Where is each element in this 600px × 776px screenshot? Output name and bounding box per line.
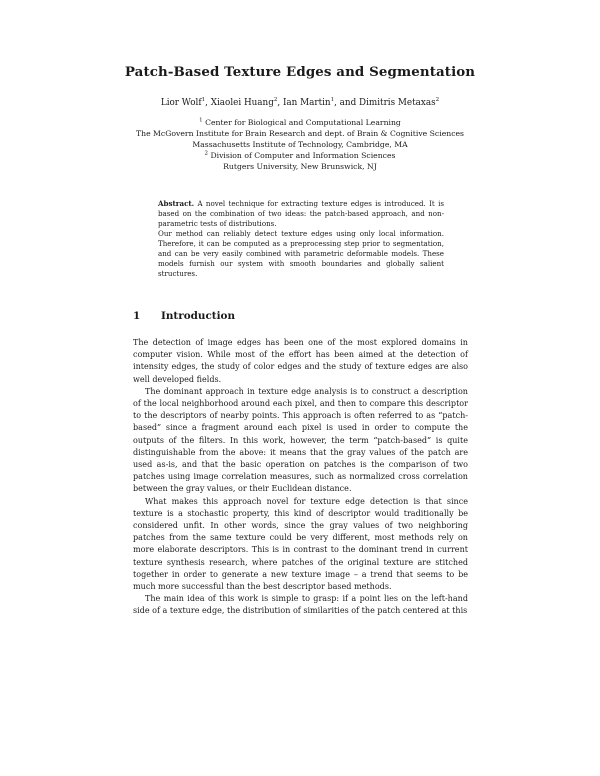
abstract-paragraph: Our method can reliably detect texture edges using only local information. Therefore, it can be computed as a preprocessing step prior to segmentation, and can be very easily combined with parametric deformable models. These models furnish our system with smooth boundaries and globally salient structures. bbox=[158, 229, 444, 279]
author-name: Dimitris Metaxas bbox=[359, 98, 436, 108]
affiliation-mark: 2 bbox=[204, 150, 209, 157]
author-name: Lior Wolf bbox=[160, 98, 202, 108]
affiliation-mark: 1 bbox=[199, 117, 203, 124]
author-affiliation-mark: 1 bbox=[201, 97, 206, 104]
author-affiliation-mark: 1 bbox=[330, 97, 335, 104]
body-paragraph: The dominant approach in texture edge analysis is to construct a description of the local neighborhood around each pixel, and then to compare this descriptor to the descriptors of nearby points. This approach is often referred to as “patch-based” since a fragment around each pixel is used in order to compute the outputs of the filters. In this work, however, the term “patch-based” is quite distinguishable from the above: it means that the gray values of the patch are used as-is, and that the basic operation on patches is the comparison of two patches using image correlation measures, such as normalized cross correlation between the gray values, or their Euclidean distance. bbox=[133, 386, 468, 494]
author-separator: , bbox=[277, 98, 283, 108]
author-affiliation-mark: 2 bbox=[273, 97, 278, 104]
author-name: Xiaolei Huang bbox=[210, 98, 274, 108]
affiliation-text: Center for Biological and Computational Learning bbox=[205, 118, 401, 127]
body-paragraph: What makes this approach novel for texture edge detection is that since texture is a stochastic property, this kind of descriptor would traditionally be considered unfit. In other words, since the gray values of two neighboring patches from the same texture could be very different, most methods rely on more elaborate descriptors. This is in contrast to the dominant trend in current texture synthesis research, where patches of the original texture are stitched together in order to generate a new texture image – a trend that seems to be much more successful than the best descriptor based methods. bbox=[133, 496, 468, 592]
body-paragraph: The main idea of this work is simple to grasp: if a point lies on the left-hand side of a texture edge, the distribution of similarities of the patch centered at this bbox=[133, 594, 468, 616]
author-separator: , bbox=[205, 98, 211, 108]
abstract-text: A novel technique for extracting texture edges is introduced. It is based on the combination of two ideas: the patch-based approach, and non-parametric tests of distributions. bbox=[158, 199, 444, 229]
affiliation-line bbox=[0, 117, 600, 128]
abstract bbox=[158, 199, 444, 279]
affiliations bbox=[0, 117, 600, 172]
affiliation-line bbox=[0, 150, 600, 161]
affiliation-line: Massachusetts Institute of Technology, Cambridge, MA bbox=[192, 140, 408, 149]
affiliation-line: Rutgers University, New Brunswick, NJ bbox=[223, 162, 377, 171]
affiliation-line: The McGovern Institute for Brain Research and dept. of Brain & Cognitive Sciences bbox=[135, 129, 464, 138]
abstract-paragraph bbox=[158, 199, 444, 229]
affiliation-text: Division of Computer and Information Sciences bbox=[210, 151, 396, 160]
section-number: 1 bbox=[133, 310, 141, 322]
author-affiliation-mark: 2 bbox=[435, 97, 440, 104]
abstract-label: Abstract. bbox=[158, 199, 195, 208]
section-heading bbox=[133, 310, 235, 322]
body-paragraph: The detection of image edges has been one of the most explored domains in computer vision. While most of the effort has been aimed at the detection of intensity edges, the study of color edges and the study of texture edges are also well developed fields. bbox=[133, 338, 468, 384]
author-list bbox=[0, 98, 600, 108]
author-separator: , and bbox=[334, 98, 360, 108]
author-name: Ian Martin bbox=[282, 98, 331, 108]
body-text bbox=[133, 337, 468, 618]
section-title: Introduction bbox=[161, 310, 235, 322]
paper-title: Patch-Based Texture Edges and Segmentation bbox=[124, 64, 476, 80]
